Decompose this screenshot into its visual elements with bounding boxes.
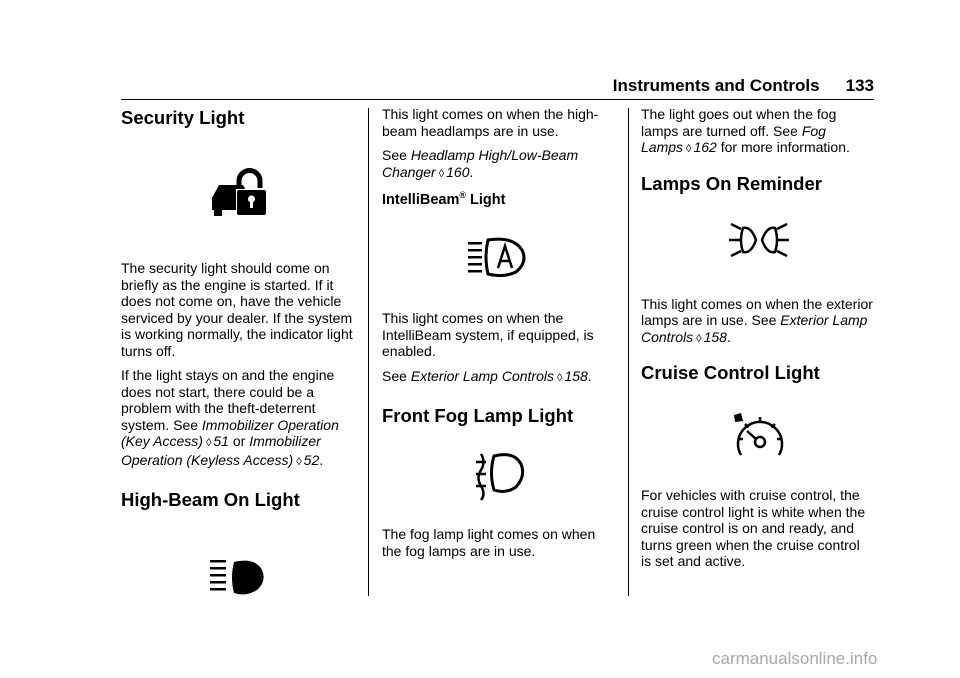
link-fog-lamps[interactable]: Fog Lamps [641,122,826,155]
page-ref-158[interactable]: 158 [564,367,588,384]
section-title: Instruments and Controls [612,76,820,95]
page-header [613,76,874,96]
page-ref-arrow: ◊ [438,167,445,180]
intellibeam-paragraph: This light comes on when the IntelliBeam system, if equipped, is enabled. [382,310,594,359]
page-ref-arrow: ◊ [556,371,563,384]
page-ref-158-2[interactable]: 158 [703,328,727,345]
security-lock-icon [121,130,353,260]
fog-paragraph: The fog lamp light comes on when the fog lamps are in use. [382,526,596,559]
heading-security-light: Security Light [121,107,245,128]
lamps-paragraph [641,296,873,348]
high-beam-icon [121,512,353,617]
text-run: . [587,367,592,384]
text-run: This light comes on when the exterior lamps are in use. See [641,295,873,328]
security-paragraph-2 [121,367,353,470]
column-divider-1 [368,108,369,596]
link-headlamp-changer[interactable]: Headlamp High/Low-Beam Changer [382,147,579,180]
page-ref-arrow: ◊ [205,437,212,449]
page-ref-162[interactable]: 162 [693,139,717,155]
fog-off-paragraph [641,106,873,158]
intellibeam-icon [382,210,614,310]
page-ref-arrow: ◊ [696,332,702,345]
text-run: or [228,433,250,449]
page-ref-arrow: ◊ [686,143,692,155]
cruise-paragraph: For vehicles with cruise control, the cruise control light is white when the cruise control is on and ready, and turns green when the cruise control is set and active. [641,487,866,569]
page-number: 133 [845,76,874,95]
text-run: . [726,328,731,345]
column-1 [121,106,353,617]
heading-lamps-on-reminder: Lamps On Reminder [641,172,822,194]
registered-mark: ® [459,190,466,201]
link-immobilizer-keyless-access[interactable]: Immobilizer Operation (Keyless Access) [121,433,321,468]
text-run: See [382,147,411,163]
high-beam-see-paragraph [382,147,614,182]
page-ref-arrow: ◊ [296,455,302,468]
heading-cruise-control: Cruise Control Light [641,362,820,383]
security-paragraph-1: The security light should come on briefly as the engine is started. If it does not come on, have the vehicle serviced by your dealer. If the system is working normally, the indicator light turns off. [121,260,353,359]
text-run: If the light stays on and the engine does not start, there could be a problem with the theft-deterrent system. See [121,367,335,433]
lamps-on-reminder-icon [641,196,873,296]
text-run: for more information. [716,139,850,155]
watermark: carmanualsonline.info [712,649,878,668]
link-exterior-lamp-controls[interactable]: Exterior Lamp Controls [410,367,554,384]
text-run: . [469,163,474,180]
column-3 [641,106,873,578]
heading-text: IntelliBeam [382,192,460,208]
front-fog-lamp-icon [382,428,614,526]
link-exterior-lamp-controls-2[interactable]: Exterior Lamp Controls [641,312,868,345]
page-ref-52[interactable]: 52 [303,451,320,468]
heading-text: Light [466,192,506,208]
column-divider-2 [628,108,629,596]
heading-front-fog: Front Fog Lamp Light [382,405,574,426]
text-run: See [382,367,411,384]
link-immobilizer-key-access[interactable]: Immobilizer Operation (Key Access) [121,416,339,449]
text-run: The light goes out when the fog lamps are turned off. See [641,106,837,139]
column-2 [382,106,614,567]
intellibeam-see-paragraph [382,368,614,387]
text-run: . [319,451,324,468]
high-beam-paragraph: This light comes on when the high-beam headlamps are in use. [382,106,599,139]
cruise-control-icon [641,385,873,487]
page-ref-160[interactable]: 160 [446,163,470,180]
page-ref-51[interactable]: 51 [213,433,229,449]
header-rule [121,99,874,100]
heading-high-beam: High-Beam On Light [121,489,300,510]
heading-intellibeam [382,190,614,210]
